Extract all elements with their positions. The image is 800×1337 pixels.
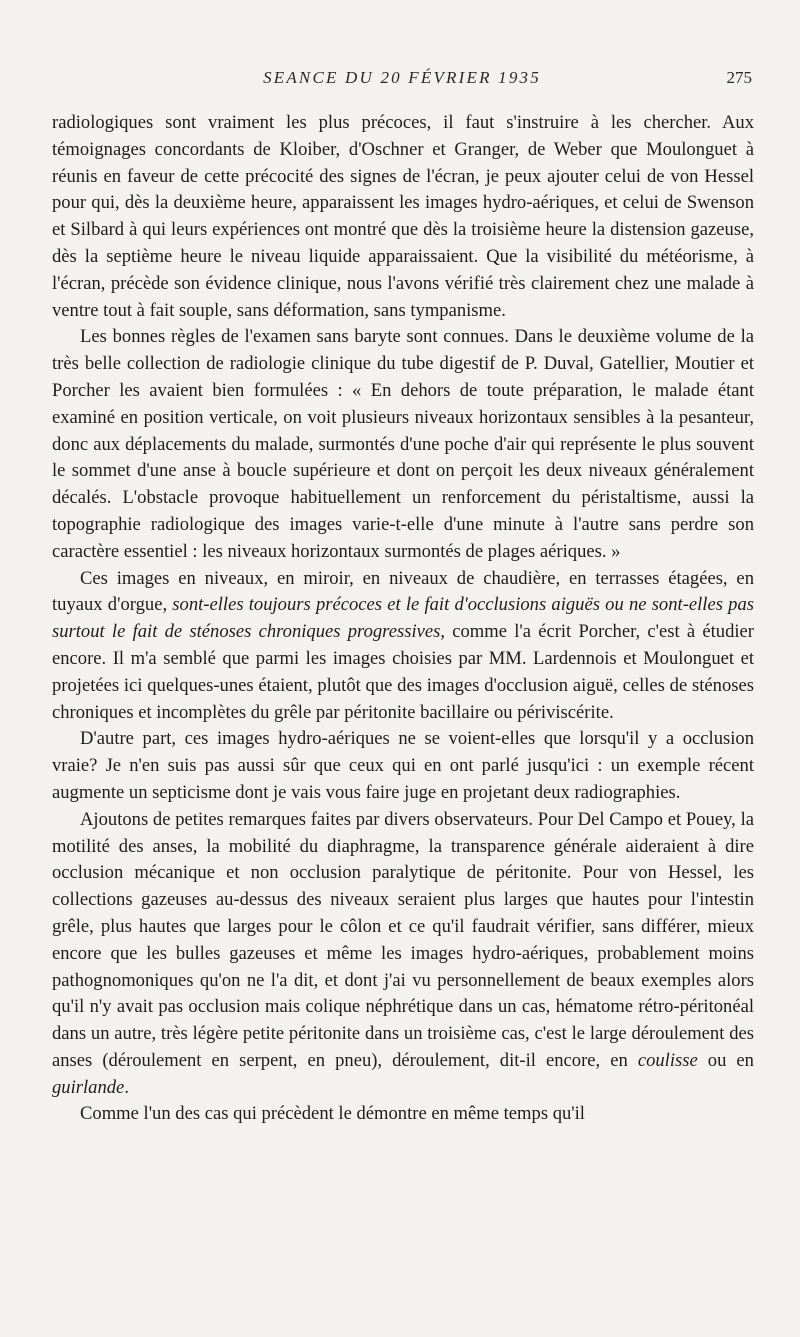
paragraph-p5 [52,807,754,1102]
paragraph-text: , comme l'a écrit Porcher, c'est à étudier encore. Il m'a semblé que parmi les images choisies par MM. Lardennois et Moulonguet et projetées ici quelques-unes étaient, plutôt que des images d'occlusion aiguë, celles de sténoses chroniques et incomplètes du grêle par péritonite bacillaire ou périviscérite. [52,621,754,723]
running-header [52,68,752,92]
italic-text: coulisse [637,1049,698,1071]
paragraph-text: D'autre part, ces images hydro-aériques ne se voient-elles que lorsqu'il y a occlusion vraie? Je n'en suis pas aussi sûr que ceux qui en ont parlé jusqu'ici : un exemple récent augmente un septicisme dont je vais vous faire juge en projetant deux radiographies. [52,728,754,803]
body-text [52,110,754,1128]
page-number: 275 [726,68,752,87]
paragraph-text: . [124,1076,129,1098]
paragraph-text: Les bonnes règles de l'examen sans baryte sont connues. Dans le deuxième volume de la très belle collection de radiologie clinique du tube digestif de P. Duval, Gatellier, Moutier et Porcher les avaient bien formulées : « En dehors de toute préparation, le malade étant examiné en position verticale, on voit plusieurs niveaux horizontaux sensibles à la pesanteur, donc aux déplacements du malade, surmontés d'une poche d'air qui représente le plus souvent le sommet d'une anse à boucle supérieure et dont on perçoit les deux niveaux généralement décalés. L'obstacle provoque habituellement un renforcement du péristaltisme, aussi la topographie radiologique des images varie-t-elle d'une minute à l'autre sans perdre son caractère essentiel : les niveaux horizontaux surmontés de plages aériques. » [52,326,754,562]
paragraph-text: Ajoutons de petites remarques faites par divers observateurs. Pour Del Campo et Pouey, la motilité des anses, la mobilité du diaphragme, la transparence générale aideraient à dire occlusion mécanique et non occlusion paralytique de péritonite. Pour von Hessel, les collections gazeuses au-dessus des niveaux seraient plus larges que hautes pour l'intestin grêle, plus hautes que larges pour le côlon et ce qu'il faudrait vérifier, sans différer, mieux encore que les bulles gazeuses et même les images hydro-aériques, probablement moins pathognomoniques qu'on ne l'a dit, et dont j'ai vu personnellement de beaux exemples alors qu'il n'y avait pas occlusion mais colique néphrétique dans un cas, hématome rétro-péritonéal dans un autre, très légère petite péritonite dans un troisième cas, c'est le large déroulement des anses (déroulement en serpent, en pneu), déroulement, dit-il encore, en [52,808,754,1071]
italic-text: guirlande [52,1076,125,1098]
paragraph-text: radiologiques sont vraiment les plus précoces, il faut s'instruire à les chercher. Aux témoignages concordants de Kloiber, d'Oschner et Granger, de Weber que Moulonguet à réunis en faveur de cette précocité des signes de l'écran, je peux ajouter celui de von Hessel pour qui, dès la deuxième heure, apparaissent les images hydro-aériques, et celui de Swenson et Silbard à qui leurs expériences ont montré que dès la troisième heure la distension gazeuse, dès la septième heure le niveau liquide apparaissaient. Que la visibilité du météorisme, à l'écran, précède son évidence clinique, nous l'avons vérifié très clairement chez une malade à ventre tout à fait souple, sans déformation, sans tympanisme. [52,112,754,321]
running-title: SEANCE DU 20 FÉVRIER 1935 [263,68,541,87]
italic-text: sont-elles toujours précoces et le fait d'occlusions aiguës ou ne sont-elles pas surtout le fait de sténoses chroniques progressives [52,594,754,643]
paragraph-p1 [52,110,754,324]
paragraph-text: Ces images en niveaux, en miroir, en niveaux de chaudière, en terrasses étagées, en tuyaux d'orgue, [52,567,754,616]
paragraph-p3 [52,566,754,727]
paragraph-p4 [52,726,754,806]
paragraph-text: ou en [697,1049,754,1071]
paragraph-text: Comme l'un des cas qui précèdent le démontre en même temps qu'il [80,1103,585,1125]
paragraph-p6 [52,1101,754,1128]
paragraph-p2 [52,324,754,565]
